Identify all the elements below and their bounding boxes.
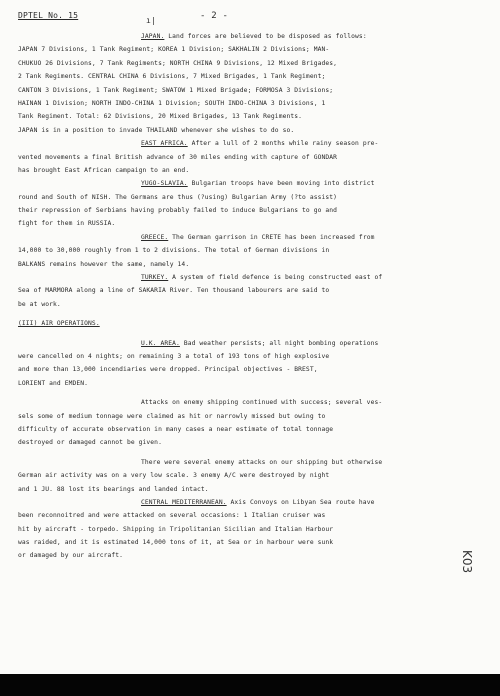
paragraph-line: CHUKUO 26 Divisions, 7 Tank Regiments; NORTH CHINA 9 Divisions, 12 Mixed Brigades, <box>18 59 338 67</box>
paragraph-line: 14,000 to 30,000 roughly from 1 to 2 divisions. The total of German divisions in <box>18 247 330 255</box>
paragraph-uk-area-line-1: U.K. AREA. Bad weather persists; all night bombing operations <box>141 339 379 347</box>
section-heading: (III) AIR OPERATIONS. <box>18 320 100 328</box>
handwritten-margin-note: K03 <box>460 550 474 574</box>
paragraph-line: Sea of MARMORA along a line of SAKARIA River. Ten thousand labourers are said to <box>18 287 330 295</box>
paragraph-line: HAINAN 1 Division; NORTH INDO-CHINA 1 Division; SOUTH INDO-CHINA 3 Divisions, 1 <box>18 99 326 107</box>
paragraph-greece-line-1: GREECE. The German garrison in CRETE has been increased from <box>141 233 375 241</box>
heading-central-mediterranean: CENTRAL MEDITERRANEAN. <box>141 498 227 506</box>
paragraph-line: JAPAN is in a position to invade THAILAND whenever she wishes to do so. <box>18 126 295 134</box>
paragraph-line: destroyed or damaged cannot be given. <box>18 439 162 447</box>
paragraph-line: Tank Regiment. Total: 62 Divisions, 20 Mixed Brigades, 13 Tank Regiments. <box>18 113 303 121</box>
paragraph-line: be at work. <box>18 300 61 308</box>
paragraph-line: JAPAN 7 Divisions, 1 Tank Regiment; KOREA 1 Division; SAKHALIN 2 Divisions; MAN- <box>18 46 330 54</box>
paragraph-line: and 1 JU. 88 lost its bearings and landed intact. <box>18 485 209 493</box>
paragraph-line: and more than 13,000 incendiaries were dropped. Principal objectives - BREST, <box>18 366 318 374</box>
heading-yugoslavia: YUGO-SLAVIA. <box>141 180 188 188</box>
document-reference: DPTEL No. 15 <box>18 11 79 20</box>
paragraph-line: Attacks on enemy shipping continued with success; several ves- <box>141 399 383 407</box>
paragraph-line: 2 Tank Regiments. CENTRAL CHINA 6 Divisions, 7 Mixed Brigades, 1 Tank Regiment; <box>18 73 326 81</box>
paragraph-line: their repression of Serbians having probably failed to induce Bulgarians to go and <box>18 207 338 215</box>
paragraph-east-africa-line-1: EAST AFRICA. After a lull of 2 months while rainy season pre- <box>141 140 379 148</box>
handwritten-mark: ı| <box>146 16 157 25</box>
document-body <box>18 30 466 563</box>
paragraph-line: sels some of medium tonnage were claimed as hit or narrowly missed but owing to <box>18 412 326 420</box>
paragraph-line: hit by aircraft - torpedo. Shipping in Tripolitanian Sicilian and Italian Harbour <box>18 525 334 533</box>
paragraph-line: or damaged by our aircraft. <box>18 552 124 560</box>
paragraph-line: were cancelled on 4 nights; on remaining 3 a total of 193 tons of high explosive <box>18 352 330 360</box>
paragraph-line: BALKANS remains however the same, namely 14. <box>18 260 190 268</box>
paragraph-japan-line-1: JAPAN. Land forces are believed to be disposed as follows: <box>141 33 367 40</box>
paragraph-line: was raided, and it is estimated 14,000 tons of it, at Sea or in harbour were sunk <box>18 539 334 547</box>
paragraph-line: fight for them in RUSSIA. <box>18 220 116 228</box>
heading-turkey: TURKEY. <box>141 274 169 282</box>
paragraph-line: There were several enemy attacks on our shipping but otherwise <box>141 458 383 466</box>
paragraph-turkey-line-1: TURKEY. A system of field defence is being constructed east of <box>141 274 383 282</box>
paragraph-line: CANTON 3 Divisions, 1 Tank Regiment; SWATOW 1 Mixed Brigade; FORMOSA 3 Divisions; <box>18 86 334 94</box>
page-number: - 2 - <box>200 11 229 21</box>
paragraph-yugoslavia-line-1: YUGO-SLAVIA. Bulgarian troops have been moving into district <box>141 180 375 188</box>
paragraph-central-mediterranean-line-1: CENTRAL MEDITERRANEAN. Axis Convoys on Libyan Sea route have <box>141 498 375 506</box>
paragraph-line: vented movements a final British advance of 30 miles ending with capture of GONDAR <box>18 153 338 161</box>
paragraph-line: German air activity was on a very low scale. 3 enemy A/C were destroyed by night <box>18 472 330 480</box>
paragraph-line: difficulty of accurate observation in many cases a near estimate of total tonnage <box>18 425 334 433</box>
heading-east-africa: EAST AFRICA. <box>141 140 188 148</box>
paragraph-line: been reconnoitred and were attacked on several occasions: 1 Italian cruiser was <box>18 512 326 520</box>
paragraph-line: LORIENT and EMDEN. <box>18 379 89 387</box>
scan-border <box>0 674 500 696</box>
paragraph-line: round and South of NISH. The Germans are thus (?using) Bulgarian Army (?to assist) <box>18 193 338 201</box>
heading-japan: JAPAN. <box>141 33 165 40</box>
heading-uk-area: U.K. AREA. <box>141 339 180 347</box>
paragraph-line: has brought East African campaign to an end. <box>18 166 190 174</box>
heading-greece: GREECE. <box>141 233 169 241</box>
